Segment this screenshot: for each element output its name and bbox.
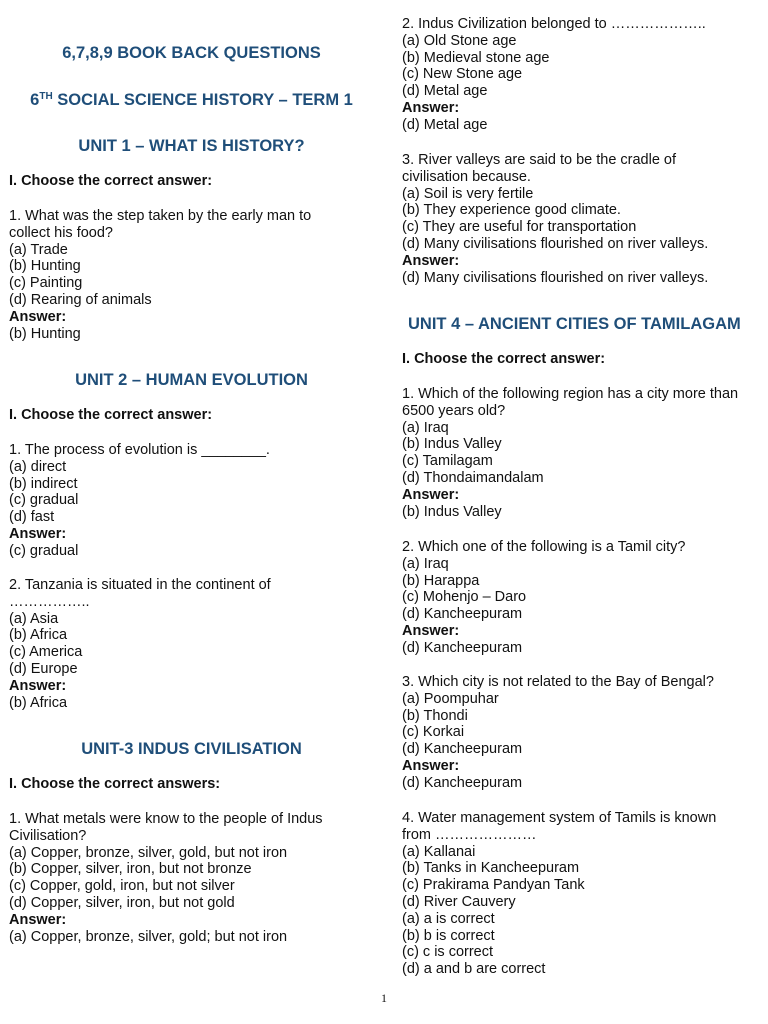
subtitle-superscript: TH — [39, 91, 53, 102]
option: (c) New Stone age — [402, 66, 523, 83]
option: (d) Metal age — [402, 83, 488, 100]
unit-3-instruction: I. Choose the correct answers: — [9, 776, 221, 792]
question-line: from ………………… — [402, 826, 537, 843]
question-line: …………….. — [9, 593, 90, 610]
answer-label: Answer: — [9, 525, 67, 542]
option: (b) b is correct — [402, 927, 495, 944]
question-line: 2. Which one of the following is a Tamil city? — [402, 539, 686, 555]
subtitle-number: 6 — [30, 91, 40, 109]
answer-label: Answer: — [402, 757, 460, 774]
option: (a) Iraq — [402, 555, 449, 572]
question-line: 1. What was the step taken by the early man to — [9, 208, 312, 224]
question-line: Civilisation? — [9, 827, 87, 844]
option: (c) c is correct — [402, 944, 494, 961]
option: (d) Thondaimandalam — [402, 469, 544, 486]
question-line: 3. Which city is not related to the Bay of Bengal? — [402, 674, 714, 690]
question-line: 1. What metals were know to the people of Indus — [9, 811, 323, 827]
option: (a) direct — [9, 458, 67, 475]
unit-4-question-1 — [402, 386, 738, 520]
option: (d) Copper, silver, iron, but not gold — [9, 894, 235, 911]
unit-1-question-1 — [9, 208, 311, 342]
option: (a) Asia — [9, 610, 59, 627]
unit-3-question-3 — [402, 152, 708, 286]
option: (c) Tamilagam — [402, 453, 493, 470]
answer-text: (b) Indus Valley — [402, 503, 502, 520]
option: (a) Poompuhar — [402, 690, 499, 707]
option: (b) Africa — [9, 627, 68, 644]
option: (c) Korkai — [402, 724, 465, 741]
unit-1-instruction: I. Choose the correct answer: — [9, 173, 213, 189]
page-subtitle — [9, 90, 374, 110]
question-line: civilisation because. — [402, 168, 531, 185]
question-line: collect his food? — [9, 224, 113, 241]
question-line: 4. Water management system of Tamils is known — [402, 810, 717, 826]
option: (d) fast — [9, 509, 55, 526]
option: (a) Iraq — [402, 419, 449, 436]
unit-4-heading: UNIT 4 – ANCIENT CITIES OF TAMILAGAM — [408, 315, 741, 333]
option: (a) Copper, bronze, silver, gold, but not iron — [9, 844, 288, 861]
answer-text: (d) Kancheepuram — [402, 639, 523, 656]
answer-text: (c) gradual — [9, 542, 79, 559]
answer-label: Answer: — [402, 99, 460, 116]
option: (b) Copper, silver, iron, but not bronze — [9, 861, 252, 878]
unit-1-heading: UNIT 1 – WHAT IS HISTORY? — [78, 137, 305, 155]
option: (b) Indus Valley — [402, 436, 502, 453]
answer-label: Answer: — [9, 308, 67, 325]
answer-text: (d) Metal age — [402, 116, 488, 133]
unit-2-question-1 — [9, 442, 270, 560]
option: (d) Rearing of animals — [9, 291, 152, 308]
option: (b) Hunting — [9, 258, 81, 275]
unit-3-question-1 — [9, 811, 323, 945]
unit-3-heading: UNIT-3 INDUS CIVILISATION — [81, 740, 302, 758]
option: (a) Kallanai — [402, 843, 476, 860]
question-line: 6500 years old? — [402, 402, 506, 419]
question-line: 2. Indus Civilization belonged to ……………….. — [402, 16, 706, 32]
option: (c) gradual — [9, 492, 79, 509]
option: (b) Tanks in Kancheepuram — [402, 860, 580, 877]
option: (b) indirect — [9, 475, 78, 492]
answer-text: (b) Africa — [9, 694, 68, 711]
option: (b) They experience good climate. — [402, 202, 621, 219]
subtitle-text: SOCIAL SCIENCE HISTORY – TERM 1 — [52, 91, 353, 109]
unit-4-question-3 — [402, 674, 714, 792]
answer-label: Answer: — [402, 486, 460, 503]
option: (b) Medieval stone age — [402, 49, 550, 66]
question-line: 1. Which of the following region has a city more than — [402, 386, 739, 402]
unit-3-question-2 — [402, 16, 706, 134]
answer-text: (d) Kancheepuram — [402, 774, 523, 791]
option: (d) Kancheepuram — [402, 606, 523, 623]
option: (c) Copper, gold, iron, but not silver — [9, 878, 235, 895]
option: (a) a is correct — [402, 910, 495, 927]
option: (d) Many civilisations flourished on river valleys. — [402, 235, 709, 252]
answer-text: (d) Many civilisations flourished on river valleys. — [402, 269, 709, 286]
option: (a) Old Stone age — [402, 32, 517, 49]
option: (d) Europe — [9, 660, 78, 677]
unit-4-question-2 — [402, 539, 685, 657]
option: (a) Trade — [9, 241, 68, 258]
option: (d) a and b are correct — [402, 961, 546, 978]
page-number: 1 — [381, 991, 387, 1005]
unit-2-question-2 — [9, 577, 271, 711]
question-line: 2. Tanzania is situated in the continent of — [9, 577, 271, 593]
answer-label: Answer: — [9, 677, 67, 694]
answer-label: Answer: — [9, 911, 67, 928]
option: (c) Mohenjo – Daro — [402, 589, 527, 606]
question-line: 3. River valleys are said to be the cradle of — [402, 152, 677, 168]
option: (c) They are useful for transportation — [402, 219, 637, 236]
option: (d) Kancheepuram — [402, 741, 523, 758]
answer-label: Answer: — [402, 622, 460, 639]
answer-text: (b) Hunting — [9, 325, 81, 342]
unit-2-instruction: I. Choose the correct answer: — [9, 407, 213, 423]
option: (c) America — [9, 644, 83, 661]
unit-4-question-4 — [402, 810, 716, 978]
option: (b) Thondi — [402, 707, 468, 724]
answer-text: (a) Copper, bronze, silver, gold; but not iron — [9, 928, 288, 945]
option: (d) River Cauvery — [402, 893, 516, 910]
unit-4-instruction: I. Choose the correct answer: — [402, 351, 606, 367]
answer-label: Answer: — [402, 252, 460, 269]
option: (c) Prakirama Pandyan Tank — [402, 877, 585, 894]
page-title: 6,7,8,9 BOOK BACK QUESTIONS — [62, 44, 321, 62]
unit-2-heading: UNIT 2 – HUMAN EVOLUTION — [75, 371, 308, 389]
question-line: 1. The process of evolution is ________. — [9, 442, 270, 458]
option: (b) Harappa — [402, 572, 480, 589]
option: (c) Painting — [9, 275, 83, 292]
option: (a) Soil is very fertile — [402, 185, 534, 202]
